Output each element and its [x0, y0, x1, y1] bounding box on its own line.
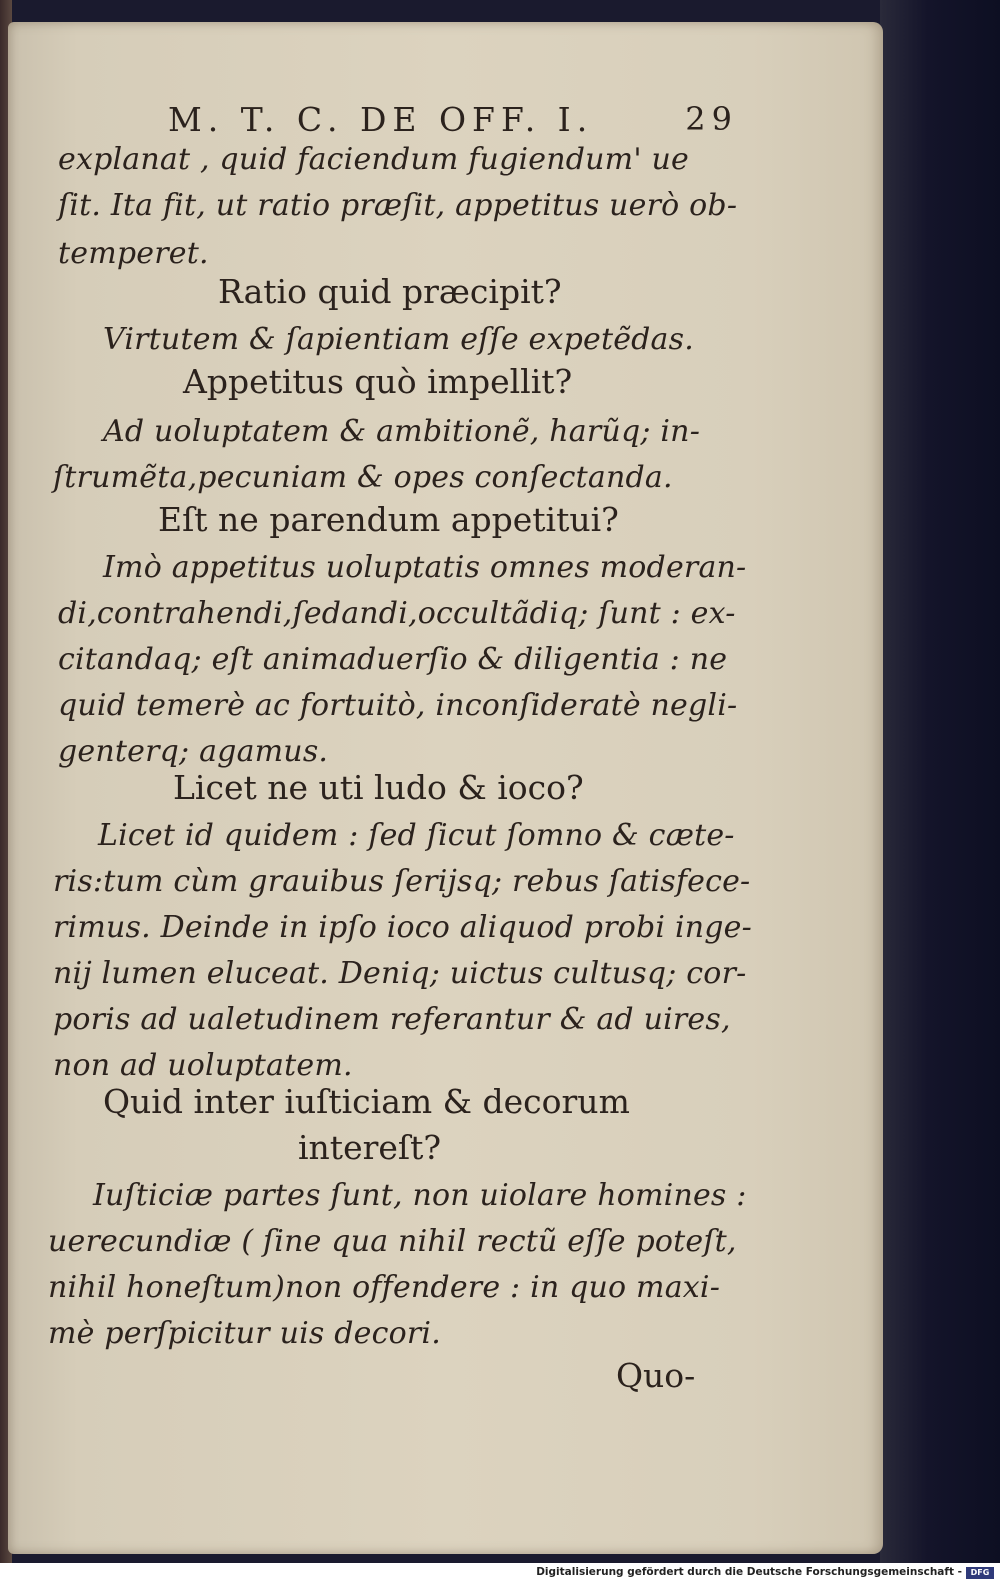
text-line: Imò appetitus uoluptatis omnes moderan- — [103, 550, 747, 585]
question-line: Ratio quid præcipit? — [218, 272, 562, 311]
text-line: nihil honeſtum)non offendere : in quo maxi- — [48, 1270, 721, 1305]
text-line: non ad uoluptatem. — [53, 1048, 353, 1083]
text-line: ſtrumẽta,pecuniam & opes conſectanda. — [53, 460, 673, 495]
dfg-logo: DFG — [966, 1567, 994, 1579]
book-cover-edge — [880, 0, 1000, 1563]
question-line: Licet ne uti ludo & ioco? — [173, 768, 584, 807]
question-line: Eſt ne parendum appetitui? — [158, 500, 619, 539]
text-line: Iuſticiæ partes ſunt, non uiolare homines : — [93, 1178, 747, 1213]
text-line: quid temerè ac fortuitò, inconſideratè negli- — [58, 688, 738, 723]
text-line: uerecundiæ ( ſine qua nihil rectũ eſſe poteſt, — [48, 1224, 737, 1259]
text-line: Virtutem & ſapientiam eſſe expetẽdas. — [103, 322, 694, 357]
running-head: M. T. C. DE OFF. I. — [168, 100, 594, 139]
question-line: Quid inter iuſticiam & decorum — [103, 1082, 630, 1121]
catchword: Quo- — [616, 1356, 696, 1395]
text-line: nij lumen eluceat. Deniq; uictus cultusq; cor- — [53, 956, 747, 991]
text-line: ris:tum cùm grauibus ſeriјsq; rebus ſatisfece- — [53, 864, 751, 899]
text-line: mè perſpicitur uis decori. — [48, 1316, 441, 1351]
funding-credit: Digitalisierung gefördert durch die Deutsche Forschungsgemeinschaft - — [536, 1566, 962, 1578]
text-line: citandaq; eſt animaduerſio & diligentia : ne — [58, 642, 728, 677]
text-line: Licet id quidem : ſed ſicut ſomno & cæte- — [98, 818, 735, 853]
text-line: temperet. — [58, 236, 209, 271]
text-line: ſit. Ita fit, ut ratio præſit, appetitus uerò ob- — [58, 188, 738, 223]
text-line: poris ad ualetudinem referantur & ad uires, — [53, 1002, 731, 1037]
text-line: di,contrahendi,ſedandi,occultãdiq; ſunt : ex- — [58, 596, 736, 631]
book-page — [8, 22, 883, 1554]
text-line: Ad uoluptatem & ambitionẽ, harũq; in- — [103, 414, 701, 449]
text-line: rimus. Deinde in ipſo ioco aliquod probi inge- — [53, 910, 752, 945]
question-line: intereſt? — [298, 1128, 442, 1167]
question-line: Appetitus quò impellit? — [183, 362, 573, 401]
digitization-footer — [0, 1563, 1000, 1583]
text-line: explanat , quid faciendum fugiendum' ue — [58, 142, 689, 177]
page-number: 29 — [685, 100, 738, 138]
text-line: genterq; agamus. — [58, 734, 329, 769]
